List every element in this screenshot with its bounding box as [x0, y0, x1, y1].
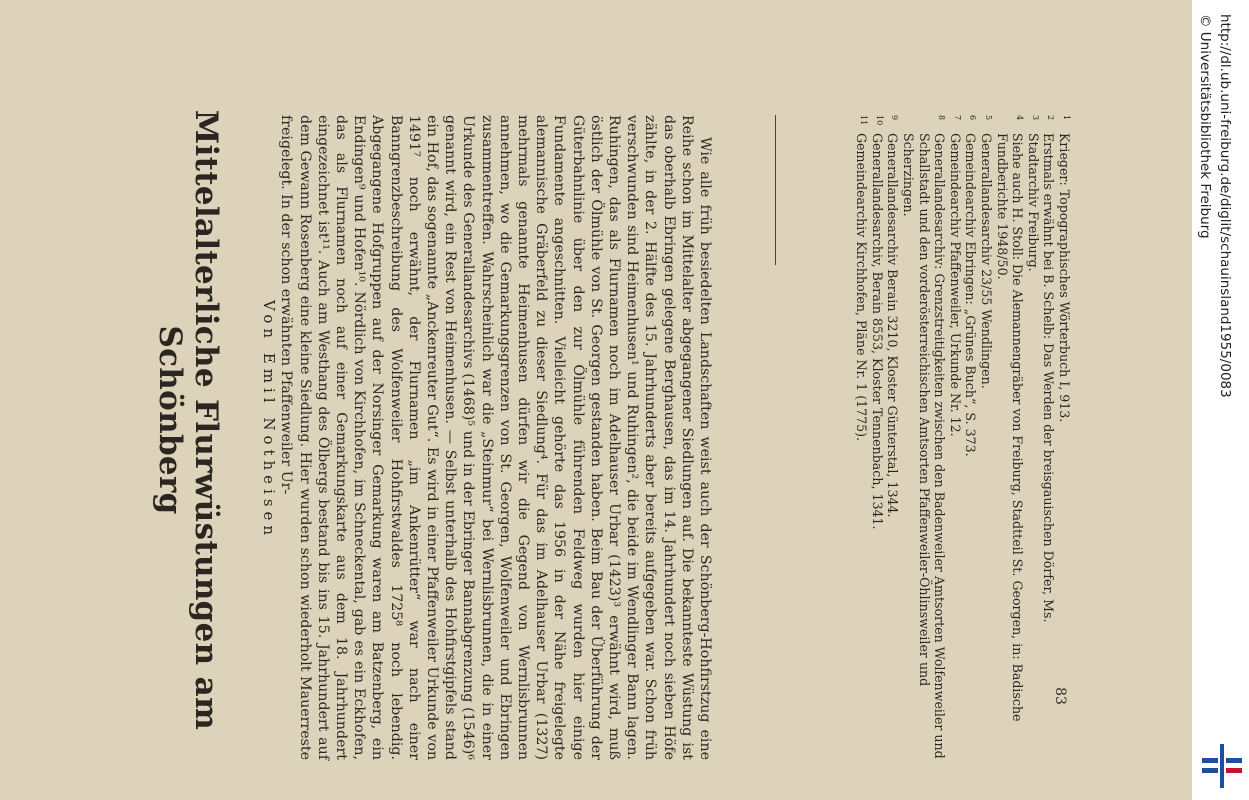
footnote-text: Generallandesarchiv Berain 3210, Kloster Günterstal, 1344.	[885, 133, 901, 518]
footnote-item	[994, 115, 1025, 760]
footnote-item	[869, 115, 885, 760]
footnote-text: Generallandesarchiv, Berain 8553, Kloster Tennenbach, 1341.	[869, 133, 885, 530]
footnote-text: Gemeindearchiv Pfaffenweiler, Urkunde Nr. 12.	[947, 133, 963, 437]
footnote-text: Stadtarchiv Freiburg.	[1025, 133, 1041, 272]
footnote-item	[947, 115, 963, 760]
footnote-item	[1056, 115, 1072, 760]
footnote-number: 5	[984, 115, 994, 121]
body-paragraph: Wie alle früh besiedelten Landschaften weist auch der Schönberg-Hohfirstzug eine Reihe schon im Mittelalter abgegangener Siedlungen auf. Die bekannteste Wüstung ist das oberhalb Ebringen gelegene Berghausen, das im 14. Jahrhundert noch sieben Höfe zählte, in der 2. Hälfte des 15. Jahrhunderts aber bereits aufgegeben war. Schon früh verschwunden sind Heimenhusen¹ und Ruhingen², die beide im Wendlinger Bann lagen. Ruhingen, das als Flurnamen noch im Adelhauser Urbar (1423)³ erwähnt wird, muß östlich der Ölmühle von St. Georgen gestanden haben. Beim Bau der Überführung der Güterbahnlinie über den zur Ölmühle führenden Feldweg wurden hier einige Fundamente angeschnitten. Vielleicht gehörte das 1956 in der Nähe freigelegte alemannische Gräberfeld zu dieser Siedlung⁴. Für das im Adelhauser Urbar (1327) mehrmals genannte Heimenhusen dürfen wir die Gegend von Wernlisbrunnen annehmen, wo die Gemarkungsgrenzen von St. Georgen, Wolfenweiler und Ebringen zusammentreffen. Wahrscheinlich war die „Steinmur“ bei Wernlisbrunnen, die in einer Urkunde des Generallandesarchivs (1468)⁵ und in der Ebringer Bannabgrenzung (1546)⁶ genannt wird, ein Rest von Heimenhusen. — Selbst unterhalb des Hohfirstgipfels stand ein Hof, das sogenannte „Anckenreuter Gut“. Es wird in einer Pfaffenweiler Urkunde von 1491⁷ noch erwähnt, der Flurnamen „im Ankenrütter“ war nach einer Banngrenzbeschreibung des Wolfenweiler Hohfirstwaldes 1725⁸ noch lebendig. Abgegangene Hofgruppen auf der Norsinger Gemarkung waren am Batzenberg, ein Endingen⁹ und Hofen¹⁰. Nördlich von Kirchhofen, im Schneckental, gab es ein Eckhofen, das als Flurnamen noch auf einer Gemarkungskarte aus dem 18. Jahrhundert eingezeichnet ist¹¹. Auch am Westhang des Ölbergs bestand bis ins 15. Jahrhundert auf dem Gewann Rosenberg eine kleine Siedlung. Hier wurden schon wiederholt Mauerreste freigelegt. In der schon erwähnten Pfaffenweiler Ur-	[278, 115, 713, 760]
article-author: Von Emil Notheisen	[260, 299, 278, 541]
page-number: 83	[1052, 687, 1068, 705]
article-title: Mittelalterliche Flurwüstungen am Schönberg	[152, 109, 224, 731]
footnote-text: Gemeindearchiv Kirchhofen, Pläne Nr. 1 (1775).	[854, 133, 870, 442]
footnote-text: Erstmals erwähnt bei B. Schelb: Das Werden der breisgauischen Dörfer, Ms.	[1041, 133, 1057, 623]
footnote-number: 11	[859, 115, 869, 126]
footnote-item	[963, 115, 979, 760]
footnote-number: 3	[1030, 115, 1040, 121]
footnote-text: Krieger: Topographisches Wörterbuch I, 913.	[1057, 133, 1072, 423]
footnote-text: Gemeindearchiv Ebringen: „Grünes Buch“, S. 373.	[963, 133, 979, 457]
footnote-item	[900, 115, 947, 760]
footnote-text: Generallandesarchiv 23/55 Wendlingen.	[979, 133, 995, 389]
footnote-number: 7	[952, 115, 962, 121]
footnote-number: 10	[874, 115, 884, 126]
footnote-number: 1	[1062, 115, 1071, 121]
copyright-notice: © Universitätsbibliothek Freiburg	[1197, 14, 1213, 239]
footnote-item	[978, 115, 994, 760]
footnote-number: 8	[937, 115, 947, 121]
library-logo-icon	[1202, 744, 1242, 788]
footnote-divider	[775, 115, 776, 265]
footnote-number: 9	[890, 115, 900, 121]
footnote-number: 6	[968, 115, 978, 121]
footnote-item	[854, 115, 870, 760]
footnote-list	[854, 115, 1072, 760]
footnote-number: 2	[1046, 115, 1056, 121]
footnote-item	[1025, 115, 1041, 760]
article-body	[277, 115, 714, 760]
footnote-text: Generallandesarchiv: Grenzstreitigkeiten zwischen den Badenweiler Amtsorten Wolfenweiler und Schallstadt und den vorderösterreichischen Amtsorten Pfaffenweiler-Öhlinsweiler und Scherzingen.	[901, 133, 948, 759]
footnote-item	[885, 115, 901, 760]
footnote-number: 4	[1015, 115, 1025, 121]
source-url-link[interactable]: http://dl.ub.uni-freiburg.de/diglit/schauinsland1955/0083	[1217, 14, 1233, 398]
footnote-text: Siehe auch H. Stoll: Die Alemannengräber von Freiburg, Stadtteil St. Georgen, in: Badische Fundberichte 1948/50.	[994, 133, 1026, 722]
footnote-item	[1041, 115, 1057, 760]
